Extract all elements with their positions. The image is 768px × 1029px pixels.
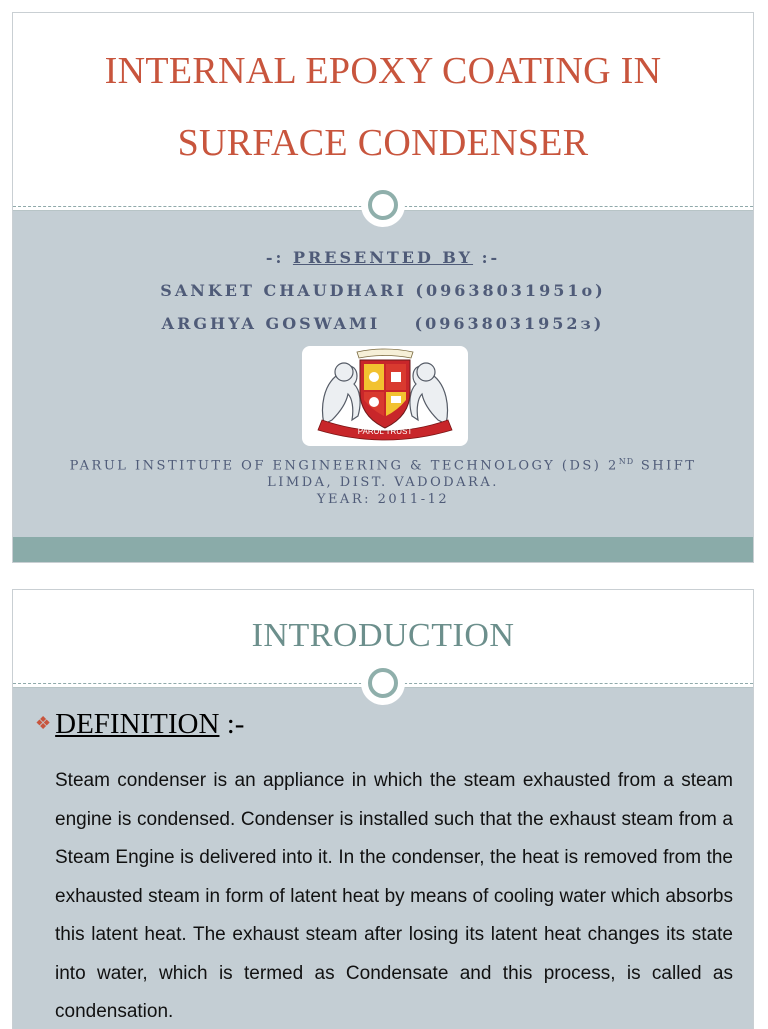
presented-suffix: :- (473, 248, 501, 267)
title-line-2: SURFACE CONDENSER (177, 122, 589, 164)
presented-by-line (13, 241, 753, 274)
definition-suffix: :- (219, 708, 245, 740)
definition-label: DEFINITION (55, 708, 220, 740)
presenter-block (13, 241, 753, 340)
slide-title (12, 12, 754, 563)
institute-sup: ND (618, 457, 635, 466)
presented-by-label: PRESENTED BY (292, 248, 474, 267)
slide-introduction (12, 589, 754, 1029)
title-line-1: INTERNAL EPOXY COATING IN (104, 50, 662, 92)
presenter-1: SANKET CHAUDHARI (09638031951o) (160, 281, 606, 300)
institute-line-3: YEAR: 2011-12 (316, 492, 450, 508)
institute-name: PARUL INSTITUTE OF ENGINEERING & TECHNOLOGY (DS) 2 (69, 458, 619, 474)
presenter-2: ARGHYA GOSWAMI (09638031952з) (161, 314, 605, 333)
ring-divider-icon (361, 183, 405, 227)
institute-block (13, 453, 753, 508)
parul-trust-logo (302, 346, 468, 446)
ring-divider-icon (361, 661, 405, 705)
footer-bar (13, 537, 753, 563)
definition-heading (35, 708, 244, 741)
institute-line-1 (13, 453, 753, 474)
intro-title: INTRODUCTION (251, 617, 515, 654)
definition-text: Steam condenser is an appliance in which the steam exhausted from a steam engine is condensed. Condenser is installed such that the exhaust steam from a Steam Engine is delivered into it. In the condenser, the heat is removed from the exhausted steam in form of latent heat by means of cooling water which absorbs this latent heat. The exhaust steam after losing its latent heat changes its state into water, which is termed as Condensate and this process, is called as condensation. (55, 770, 733, 1022)
presented-prefix: -: (265, 248, 293, 267)
diamond-bullet-icon: ❖ (35, 713, 52, 733)
institute-line-2: LIMDA, DIST. VADODARA. (267, 475, 499, 491)
logo-ribbon-text: PARUL TRUST (357, 427, 413, 436)
institute-shift: SHIFT (634, 458, 697, 474)
